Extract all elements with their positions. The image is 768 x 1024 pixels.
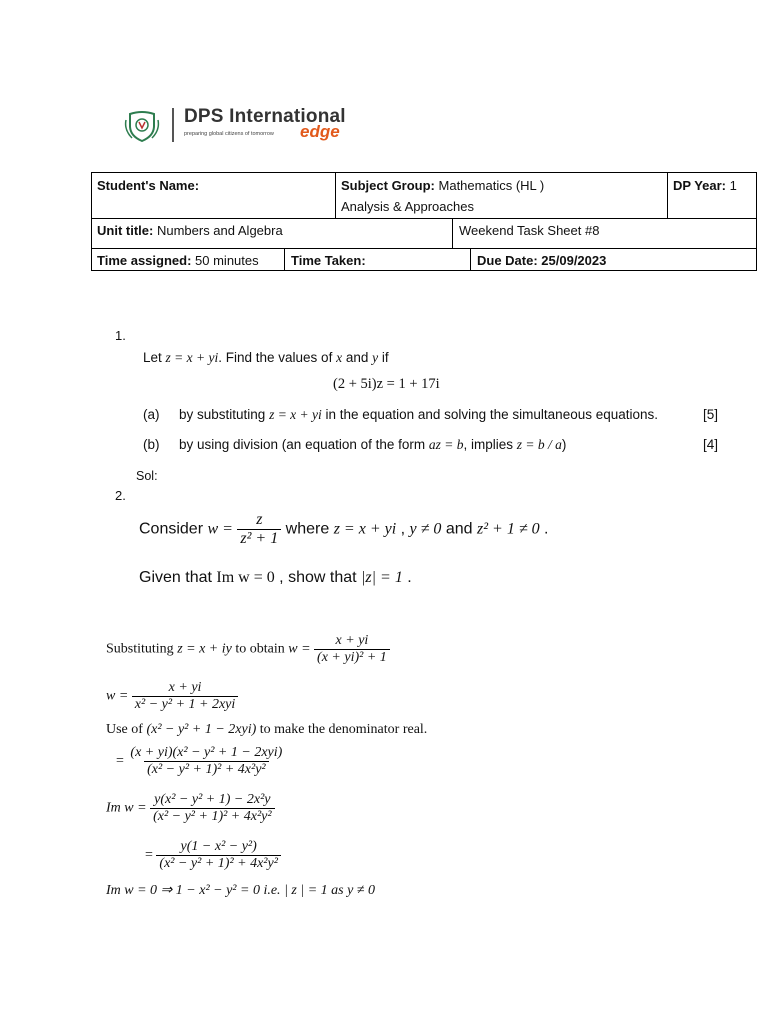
time-taken-cell: Time Taken: [291, 253, 366, 268]
solution-label: Sol: [136, 469, 158, 483]
question-1-part-a: by substituting z = x + yi in the equation and solving the simultaneous equations. [179, 407, 659, 422]
question-2-given: Given that Im w = 0 , show that |z| = 1 . [139, 569, 412, 586]
question-1-part-a-marks: [5] [703, 407, 719, 422]
school-emblem-icon [124, 110, 160, 142]
dp-year-cell: DP Year: 1 [673, 178, 737, 193]
solution-step-6-fraction: $\frac{\text{y(1 − x² − y²)}}{\text{(x² − y² + 1)² + 4x²y²}}$ [156, 839, 281, 872]
student-name-cell: Student's Name: [97, 178, 200, 193]
solution-step-6: = $\frac{\text{y(1 − x² − y²)}}{\text{(x² − y² + 1)² + 4x²y²}}$ [145, 839, 281, 872]
question-1-part-b: by using division (an equation of the form az = b, implies z = b / a) [179, 437, 567, 452]
school-tagline: preparing global citizens of tomorrow [184, 131, 274, 137]
school-name: DPS International [184, 106, 346, 127]
question-1-part-b-marks: [4] [703, 437, 719, 452]
solution-step-2: w = $\frac{x + yi}{\text{x² − y² + 1 + 2xyi}}$ [106, 680, 238, 713]
subject-group-cell: Subject Group: Mathematics (HL ) [341, 178, 545, 193]
header-table [91, 172, 757, 271]
question-1-part-a-label: (a) [143, 407, 160, 422]
question-2-fraction: $\frac{z}{\text{z² + 1}}$ [237, 511, 281, 548]
solution-step-5-fraction: $\frac{\text{y(x² − y² + 1) − 2x²y}}{\text{(x² − y² + 1)² + 4x²y²}}$ [150, 792, 275, 825]
unit-title-cell: Unit title: Numbers and Algebra [97, 223, 283, 238]
subject-group-cell-line2: Analysis & Approaches [341, 199, 474, 214]
solution-step-5: Im w = $\frac{\text{y(x² − y² + 1) − 2x²y}}{\text{(x² − y² + 1)² + 4x²y²}}$ [106, 792, 275, 825]
solution-conclusion: Im w = 0 ⇒ 1 − x² − y² = 0 i.e. | z | = 1 as y ≠ 0 [106, 883, 376, 898]
question-1-number: 1. [115, 328, 126, 343]
solution-step-3: Use of (x² − y² + 1 − 2xyi) to make the denominator real. [106, 722, 428, 737]
solution-step-2-fraction: $\frac{x + yi}{\text{x² − y² + 1 + 2xyi}}$ [132, 680, 238, 713]
question-1-equation: (2 + 5i)z = 1 + 17i [333, 376, 440, 392]
question-2-consider: Consider w = $\frac{z}{\text{z² + 1}}$ where z = x + yi , y ≠ 0 and z² + 1 ≠ 0 . [139, 511, 549, 547]
question-1-intro: Let z = x + yi. Find the values of x and y if [143, 350, 389, 365]
solution-step-1-fraction: $\frac{x + yi}{\text{(x + yi)² + 1}}$ [314, 633, 390, 666]
solution-step-1: Substituting z = x + iy to obtain w = $\frac{x + yi}{\text{(x + yi)² + 1}}$ [106, 633, 390, 666]
solution-step-4-fraction: $\frac{\text{(x + yi)(x² − y² + 1 − 2xyi)}}{\text{(x² − y² + 1)² + 4x²y²}}$ [130, 745, 283, 777]
due-date-cell: Due Date: 25/09/2023 [477, 253, 607, 268]
task-sheet-cell: Weekend Task Sheet #8 [459, 223, 600, 238]
time-assigned-cell: Time assigned: 50 minutes [97, 253, 259, 268]
solution-step-4: = $\frac{\text{(x + yi)(x² − y² + 1 − 2xyi)}}{\text{(x² − y² + 1)² + 4x²y²}}$ [116, 745, 285, 778]
brand-edge: edge [300, 122, 340, 141]
logo-divider [172, 108, 174, 142]
question-1-part-b-label: (b) [143, 437, 160, 452]
question-2-number: 2. [115, 488, 126, 503]
